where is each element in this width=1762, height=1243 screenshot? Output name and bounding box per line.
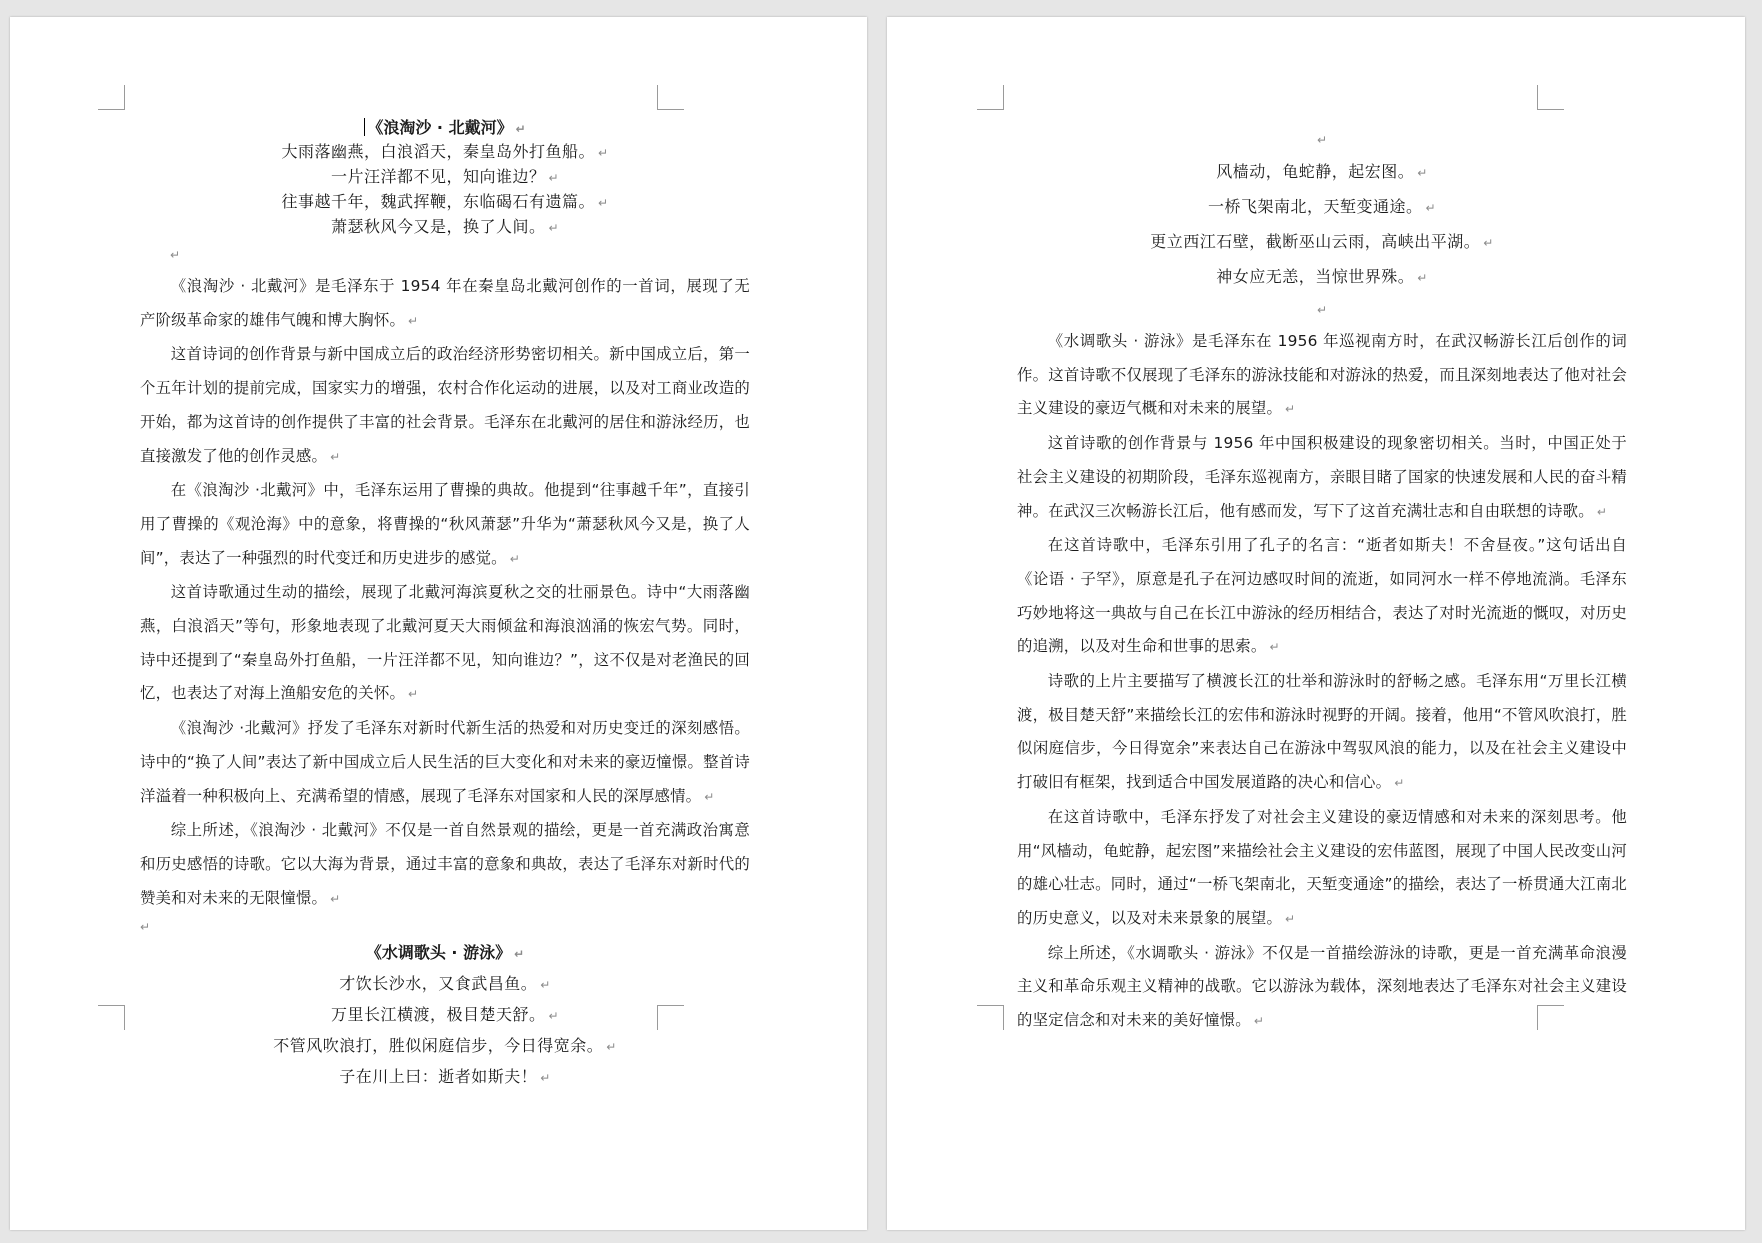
paragraph-mark-icon: ↵ [408,313,419,328]
body-paragraph: 这首诗歌的创作背景与 1956 年中国积极建设的现象密切相关。当时，中国正处于社会主义建设的初期阶段，毛泽东巡视南方，亲眼目睹了国家的快速发展和人民的奋斗精神。在武汉三次畅游长江后，他有感而发，写下了这首充满壮志和自由联想的诗歌。 ↵ [1017,434,1627,520]
paragraph-mark-icon: ↵ [330,891,341,906]
poem-line: 子在川上曰：逝者如斯夫！ ↵ [339,1067,551,1087]
empty-paragraph [140,240,750,270]
body-paragraph: 在这首诗歌中，毛泽东引用了孔子的名言：“逝者如斯夫！不舍昼夜。”这句话出自《论语 · 子罕》，原意是孔子在河边感叹时间的流逝，如同河水一样不停地流淌。毛泽东巧妙地将这一典故与自己在长江中游泳的经历相结合，表达了对时光流逝的慨叹，对历史的追溯，以及对生命和世事的思索。 ↵ [1017,536,1627,656]
paragraph-mark-icon: ↵ [509,551,521,566]
paragraph-mark-icon: ↵ [1316,133,1328,147]
paragraph-mark-icon: ↵ [1417,271,1428,285]
paragraph-mark-icon: ↵ [548,221,560,235]
paragraph-mark-icon: ↵ [1394,776,1405,791]
paragraph-mark-icon: ↵ [540,978,551,993]
margin-corner-marker [98,1005,125,1030]
paragraph-mark-icon: ↵ [1425,201,1437,215]
poem-line: 一桥飞架南北，天堑变通途。 ↵ [1207,197,1437,216]
paragraph-mark-icon: ↵ [540,1071,551,1086]
paragraph-mark-icon: ↵ [548,171,560,185]
paragraph-mark-icon: ↵ [514,947,525,962]
poem-line: 不管风吹浪打，胜似闲庭信步，今日得宽余。 ↵ [273,1036,617,1056]
paragraph-mark-icon: ↵ [606,1040,617,1055]
body-paragraph: 《浪淘沙 ·北戴河》抒发了毛泽东对新时代新生活的热爱和对历史变迁的深刻感悟。诗中的“换了人间”表达了新中国成立后人民生活的巨大变化和对未来的豪迈憧憬。整首诗洋溢着一种积极向上、充满希望的情感，展现了毛泽东对国家和人民的深厚感情。 ↵ [140,719,750,805]
paragraph-mark-icon: ↵ [140,920,151,935]
poem-line: 一片汪洋都不见，知向谁边？ ↵ [330,167,560,186]
paragraph-mark-icon: ↵ [1483,236,1494,250]
body-paragraph: 综上所述，《浪淘沙 · 北戴河》不仅是一首自然景观的描绘，更是一首充满政治寓意和历史感悟的诗歌。它以大海为背景，通过丰富的意象和典故，表达了毛泽东对新时代的赞美和对未来的无限憧憬。 ↵ [140,821,750,907]
margin-corner-marker [657,85,684,110]
poem-title: 《浪淘沙 · 北戴河》 ↵ [140,117,750,140]
paragraph-mark-icon: ↵ [1596,504,1608,519]
poem-line: 万里长江横渡，极目楚天舒。 ↵ [330,1005,560,1025]
paragraph-mark-icon: ↵ [515,122,526,136]
document-page-1[interactable] [10,17,867,1230]
margin-corner-marker [1537,85,1564,110]
body-paragraph: 这首诗词的创作背景与新中国成立后的政治经济形势密切相关。新中国成立后，第一个五年计划的提前完成，国家实力的增强，农村合作化运动的进展，以及对工商业改造的开始，都为这首诗的创作提供了丰富的社会背景。毛泽东在北戴河的居住和游泳经历，也直接激发了他的创作灵感。 ↵ [140,345,750,465]
empty-paragraph [1017,125,1627,155]
poem-line: 才饮长沙水，又食武昌鱼。 ↵ [339,974,551,994]
paragraph-mark-icon: ↵ [408,687,419,702]
poem-line: 风樯动，龟蛇静，起宏图。 ↵ [1216,162,1428,181]
paragraph-mark-icon: ↵ [170,248,181,262]
margin-corner-marker [98,85,125,110]
empty-paragraph [1017,295,1627,325]
paragraph-mark-icon: ↵ [330,449,341,464]
paragraph-mark-icon: ↵ [548,1009,560,1024]
margin-corner-marker [977,85,1004,110]
empty-paragraph [140,916,750,938]
body-paragraph: 这首诗歌通过生动的描绘，展现了北戴河海滨夏秋之交的壮丽景色。诗中“大雨落幽燕，白浪滔天”等句，形象地表现了北戴河夏天大雨倾盆和海浪汹涌的恢宏气势。同时，诗中还提到了“秦皇岛外打鱼船，一片汪洋都不见，知向谁边？”，这不仅是对老渔民的回忆，也表达了对海上渔船安危的关怀。 ↵ [140,583,750,703]
margin-corner-marker [977,1005,1004,1030]
body-paragraph: 《浪淘沙 · 北戴河》是毛泽东于 1954 年在秦皇岛北戴河创作的一首词，展现了无产阶级革命家的雄伟气魄和博大胸怀。 ↵ [140,277,750,329]
paragraph-mark-icon: ↵ [1417,166,1428,180]
poem-title: 《水调歌头 · 游泳》 ↵ [365,943,525,963]
poem-line: 萧瑟秋风今又是，换了人间。 ↵ [330,217,560,236]
body-paragraph: 在《浪淘沙 ·北戴河》中，毛泽东运用了曹操的典故。他提到“往事越千年”，直接引用了曹操的《观沧海》中的意象，将曹操的“秋风萧瑟”升华为“萧瑟秋风今又是，换了人间”，表达了一种强烈的时代变迁和历史进步的感觉。 ↵ [140,481,750,567]
paragraph-mark-icon: ↵ [1285,911,1296,926]
paragraph-mark-icon: ↵ [1269,640,1280,655]
document-page-2[interactable] [887,17,1745,1230]
poem-line: 往事越千年，魏武挥鞭，东临碣石有遗篇。 ↵ [281,192,609,211]
paragraph-mark-icon: ↵ [1316,303,1328,317]
text-cursor [364,118,365,136]
paragraph-mark-icon: ↵ [1285,402,1296,417]
body-paragraph: 在这首诗歌中，毛泽东抒发了对社会主义建设的豪迈情感和对未来的深刻思考。他用“风樯动，龟蛇静，起宏图”来描绘社会主义建设的宏伟蓝图，展现了中国人民改变山河的雄心壮志。同时，通过“一桥飞架南北，天堑变通途”的描绘，表达了一桥贯通大江南北的历史意义，以及对未来景象的展望。 ↵ [1017,807,1627,927]
page-2-body[interactable] [1017,125,1627,1039]
paragraph-mark-icon: ↵ [597,146,609,160]
body-paragraph: 《水调歌头 · 游泳》是毛泽东在 1956 年巡视南方时，在武汉畅游长江后创作的词作。这首诗歌不仅展现了毛泽东的游泳技能和对游泳的热爱，而且深刻地表达了他对社会主义建设的豪迈气概和对未来的展望。 ↵ [1017,332,1627,418]
poem-line: 神女应无恙，当惊世界殊。 ↵ [1216,267,1428,286]
paragraph-mark-icon: ↵ [1253,1014,1265,1029]
body-paragraph: 诗歌的上片主要描写了横渡长江的壮举和游泳时的舒畅之感。毛泽东用“万里长江横渡，极目楚天舒”来描绘长江的宏伟和游泳时视野的开阔。接着，他用“不管风吹浪打，胜似闲庭信步，今日得宽余”来表达自己在游泳中驾驭风浪的能力，以及在社会主义建设中打破旧有框架，找到适合中国发展道路的决心和信心。 ↵ [1017,672,1627,792]
page-1-body[interactable] [140,117,750,1093]
paragraph-mark-icon: ↵ [597,196,609,210]
poem-line: 大雨落幽燕，白浪滔天，秦皇岛外打鱼船。 ↵ [281,142,609,161]
body-paragraph: 综上所述，《水调歌头 · 游泳》不仅是一首描绘游泳的诗歌，更是一首充满革命浪漫主义和革命乐观主义精神的战歌。它以游泳为载体，深刻地表达了毛泽东对社会主义建设的坚定信念和对未来的美好憧憬。 ↵ [1017,943,1627,1030]
poem-line: 更立西江石壁，截断巫山云雨，高峡出平湖。 ↵ [1150,232,1494,251]
paragraph-mark-icon: ↵ [704,789,715,804]
